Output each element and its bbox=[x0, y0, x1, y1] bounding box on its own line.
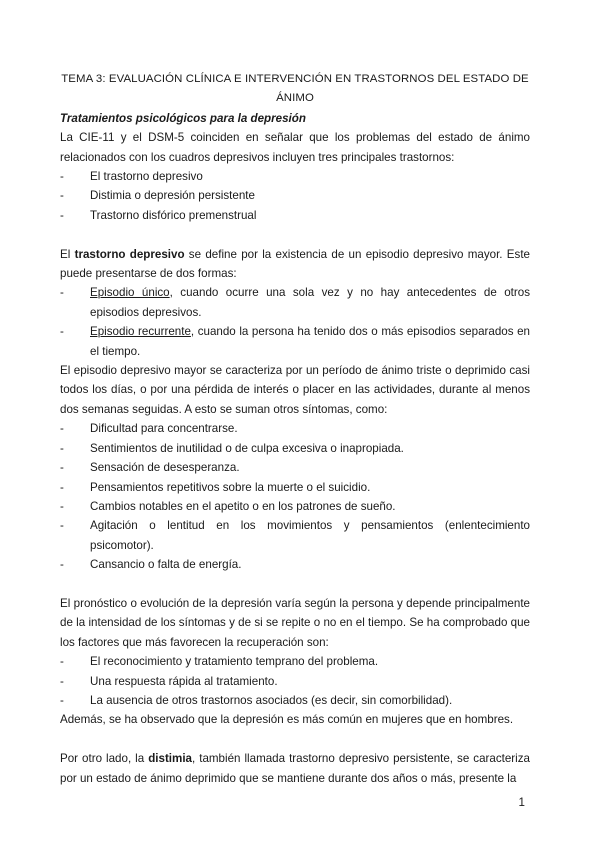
document-title: TEMA 3: EVALUACIÓN CLÍNICA E INTERVENCIÓN EN TRASTORNOS DEL ESTADO DE ÁNIMO bbox=[61, 73, 529, 105]
intro-paragraph: La CIE-11 y el DSM-5 coinciden en señalar que los problemas del estado de ánimo relacionados con los cuadros depresivos incluyen tres principales trastornos: bbox=[60, 131, 530, 164]
prognosis-paragraph: El pronóstico o evolución de la depresión varía según la persona y depende principalmente de la intensidad de los síntomas y de si se repite o no en el tiempo. Se ha comprobado que los factores que más favorecen la recuperación son: bbox=[60, 596, 530, 649]
section-heading: Tratamientos psicológicos para la depresión bbox=[60, 111, 306, 125]
list-bullet: - bbox=[60, 325, 64, 339]
depressive-disorder-paragraph: El trastorno depresivo se define por la existencia de un episodio depresivo mayor. Este puede presentarse de dos formas: bbox=[60, 247, 530, 281]
prevalence-paragraph: Además, se ha observado que la depresión es más común en mujeres que en hombres. bbox=[60, 713, 514, 727]
underlined-term: Episodio único bbox=[90, 286, 170, 300]
list-item: - Cambios notables en el apetito o en los patrones de sueño. bbox=[60, 497, 530, 516]
list-bullet: - bbox=[60, 499, 64, 513]
list-item: - Sensación de desesperanza. bbox=[60, 458, 530, 477]
list-item: - Una respuesta rápida al tratamiento. bbox=[60, 672, 530, 691]
list-item: - Sentimientos de inutilidad o de culpa excesiva o inapropiada. bbox=[60, 439, 530, 458]
disorders-list bbox=[60, 167, 530, 225]
list-bullet: - bbox=[60, 422, 64, 436]
dysthymia-paragraph: Por otro lado, la distimia, también llamada trastorno depresivo persistente, se caracteriza por un estado de ánimo deprimido que se mantiene durante dos años o más, presente la bbox=[60, 752, 530, 785]
list-item: - Cansancio o falta de energía. bbox=[60, 555, 530, 574]
list-item: - Distimia o depresión persistente bbox=[60, 186, 530, 205]
list-item: - El trastorno depresivo bbox=[60, 167, 530, 186]
recovery-factors-list bbox=[60, 652, 530, 710]
list-item: - La ausencia de otros trastornos asociados (es decir, sin comorbilidad). bbox=[60, 691, 530, 710]
list-item: - El reconocimiento y tratamiento temprano del problema. bbox=[60, 652, 530, 671]
list-item: - Agitación o lentitud en los movimientos y pensamientos (enlentecimiento psicomotor). bbox=[60, 516, 530, 555]
list-bullet: - bbox=[60, 519, 64, 533]
bold-term: distimia bbox=[148, 752, 192, 766]
spacer bbox=[60, 730, 530, 749]
page-content bbox=[60, 70, 530, 788]
spacer bbox=[60, 575, 530, 594]
list-item: - Dificultad para concentrarse. bbox=[60, 419, 530, 438]
list-item: - Episodio recurrente, cuando la persona ha tenido dos o más episodios separados en el tiempo. bbox=[60, 322, 530, 361]
episodes-list bbox=[60, 283, 530, 361]
list-bullet: - bbox=[60, 441, 64, 455]
major-episode-paragraph: El episodio depresivo mayor se caracteriza por un período de ánimo triste o deprimido casi todos los días, o por una pérdida de interés o placer en las actividades, durante al menos dos semanas seguidas. A esto se suman otros síntomas, como: bbox=[60, 364, 530, 416]
list-bullet: - bbox=[60, 693, 64, 707]
list-bullet: - bbox=[60, 480, 64, 494]
list-bullet: - bbox=[60, 189, 64, 203]
list-item: - Episodio único, cuando ocurre una sola vez y no hay antecedentes de otros episodios depresivos. bbox=[60, 283, 530, 322]
bold-term: trastorno depresivo bbox=[74, 247, 185, 261]
page-number: 1 bbox=[518, 796, 525, 809]
list-bullet: - bbox=[60, 558, 64, 572]
list-bullet: - bbox=[60, 674, 64, 688]
list-item: - Pensamientos repetitivos sobre la muerte o el suicidio. bbox=[60, 478, 530, 497]
list-item: - Trastorno disfórico premenstrual bbox=[60, 206, 530, 225]
list-bullet: - bbox=[60, 170, 64, 184]
list-bullet: - bbox=[60, 655, 64, 669]
list-bullet: - bbox=[60, 461, 64, 475]
spacer bbox=[60, 225, 530, 244]
symptoms-list bbox=[60, 419, 530, 574]
underlined-term: Episodio recurrente bbox=[90, 325, 191, 339]
list-bullet: - bbox=[60, 208, 64, 222]
list-bullet: - bbox=[60, 286, 64, 300]
